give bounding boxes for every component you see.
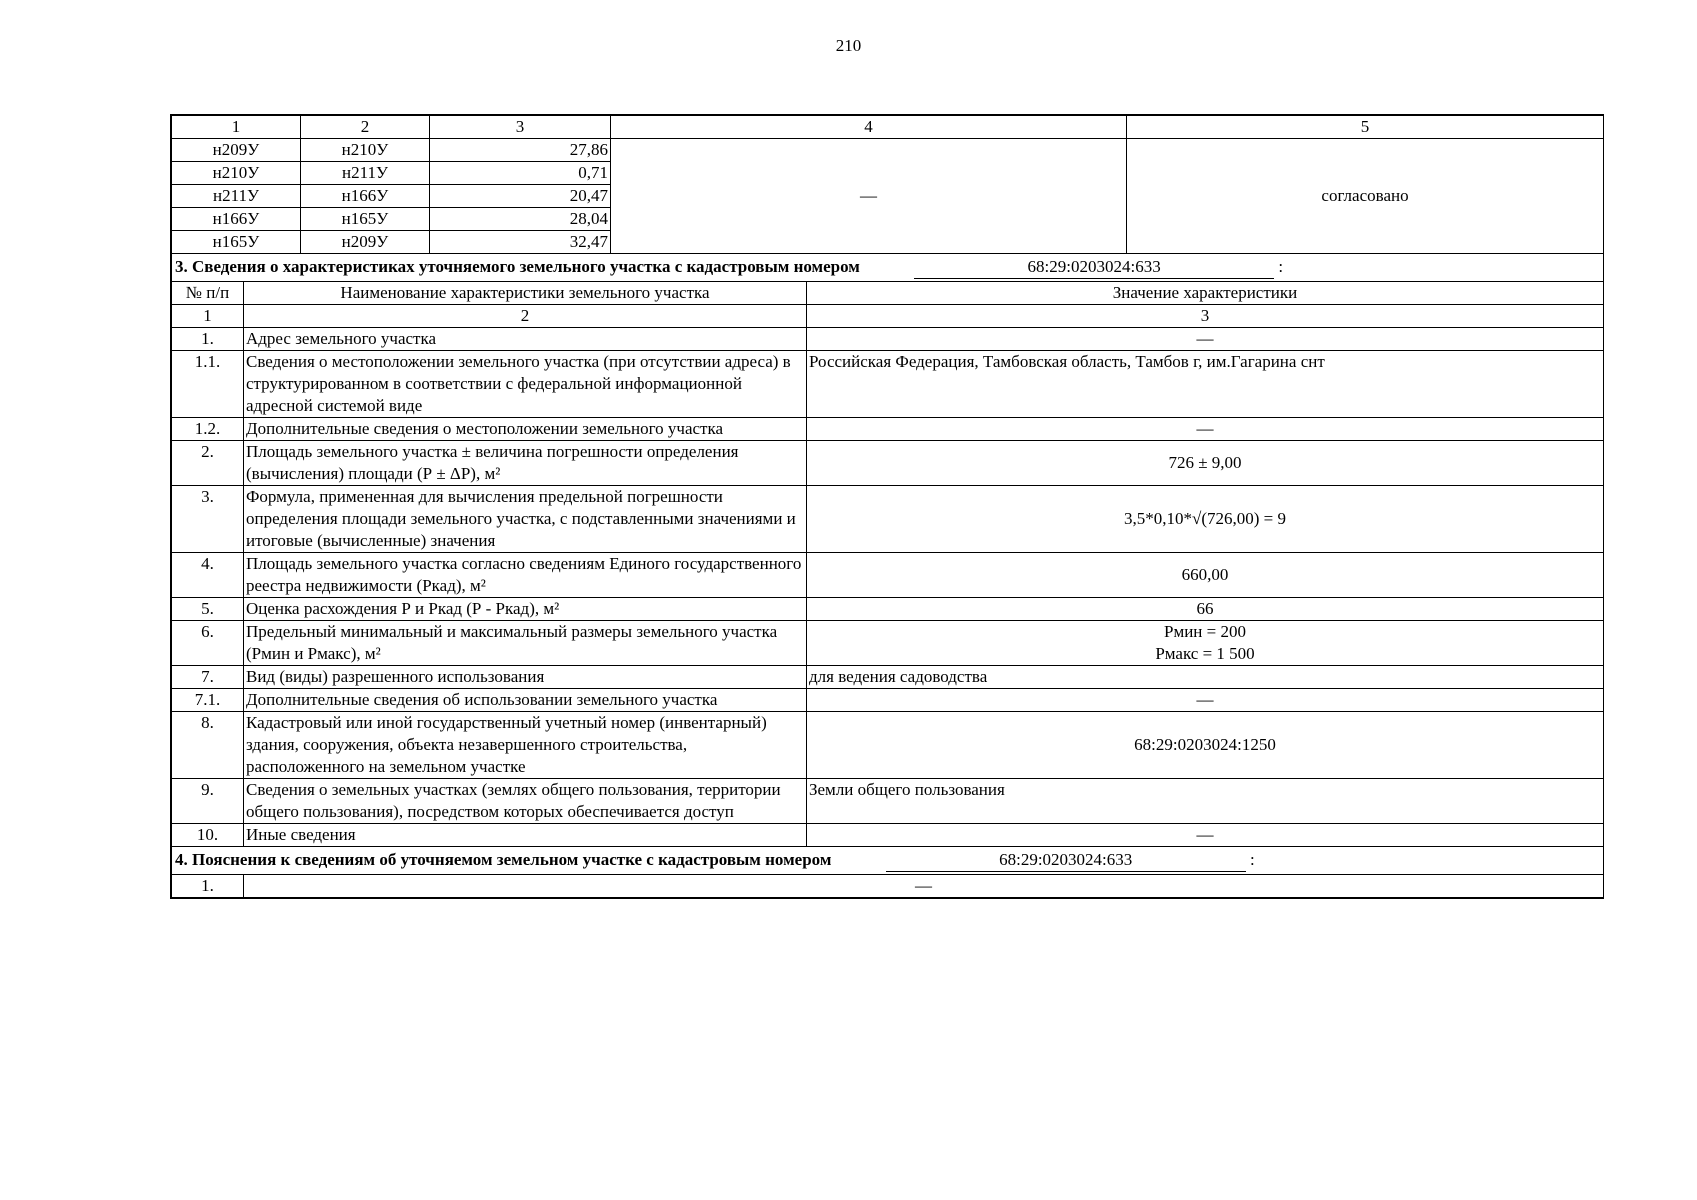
table-row <box>172 351 1604 418</box>
row-value: Земли общего пользования <box>807 779 1604 824</box>
row-num: 6. <box>172 621 244 666</box>
col5-value: согласовано <box>1127 139 1604 254</box>
section3-colon: : <box>1278 257 1284 276</box>
section3-table <box>171 254 1604 847</box>
header-name: Наименование характеристики земельного участка <box>244 282 807 305</box>
col4-value: — <box>611 139 1127 254</box>
row-num: 1. <box>172 875 244 898</box>
row-value: 68:29:0203024:1250 <box>807 712 1604 779</box>
row-value: — <box>244 875 1604 898</box>
section4-table <box>171 847 1604 898</box>
section4-title: 4. Пояснения к сведениям об уточняемом земельном участке с кадастровым номером <box>175 850 832 869</box>
table-row <box>172 598 1604 621</box>
colnum-cell: 2 <box>244 305 807 328</box>
row-value: 66 <box>807 598 1604 621</box>
point-to: н166У <box>301 185 430 208</box>
row-name: Кадастровый или иной государственный учетный номер (инвентарный) здания, сооружения, объекта незавершенного строительства, расположенного на земельном участке <box>244 712 807 779</box>
header-cell: 2 <box>301 116 430 139</box>
point-from: н210У <box>172 162 301 185</box>
point-to: н209У <box>301 231 430 254</box>
row-value: для ведения садоводства <box>807 666 1604 689</box>
document-table <box>170 114 1604 899</box>
table-row <box>172 486 1604 553</box>
point-from: н211У <box>172 185 301 208</box>
row-name: Сведения о земельных участках (землях общего пользования, территории общего пользования), посредством которых обеспечивается доступ <box>244 779 807 824</box>
table-row <box>172 689 1604 712</box>
row-value <box>807 621 1604 666</box>
row-name: Адрес земельного участка <box>244 328 807 351</box>
header-value: Значение характеристики <box>807 282 1604 305</box>
boundary-header-row <box>172 116 1604 139</box>
distance: 28,04 <box>430 208 611 231</box>
row-name: Иные сведения <box>244 824 807 847</box>
section3-cadastral-number: 68:29:0203024:633 <box>914 256 1274 279</box>
point-to: н211У <box>301 162 430 185</box>
table-row <box>172 779 1604 824</box>
table-row <box>172 712 1604 779</box>
row-value: — <box>807 418 1604 441</box>
row-num: 2. <box>172 441 244 486</box>
row-value: Российская Федерация, Тамбовская область, Тамбов г, им.Гагарина снт <box>807 351 1604 418</box>
section4-title-row <box>172 847 1604 875</box>
section3-header-row <box>172 282 1604 305</box>
boundary-table <box>171 115 1604 254</box>
row-value: 660,00 <box>807 553 1604 598</box>
row-name: Предельный минимальный и максимальный размеры земельного участка (Рмин и Рмакс), м² <box>244 621 807 666</box>
distance: 32,47 <box>430 231 611 254</box>
row-value-max: Рмакс = 1 500 <box>1155 644 1255 663</box>
row-value: — <box>807 824 1604 847</box>
row-name: Сведения о местоположении земельного участка (при отсутствии адреса) в структурированном в соответствии с федеральной информационной адресной системой виде <box>244 351 807 418</box>
table-row <box>172 824 1604 847</box>
table-row <box>172 875 1604 898</box>
row-num: 7. <box>172 666 244 689</box>
row-num: 1.2. <box>172 418 244 441</box>
row-value: — <box>807 689 1604 712</box>
header-cell: 4 <box>611 116 1127 139</box>
row-num: 8. <box>172 712 244 779</box>
table-row <box>172 441 1604 486</box>
section3-title-row <box>172 254 1604 282</box>
header-cell: 1 <box>172 116 301 139</box>
point-from: н165У <box>172 231 301 254</box>
row-name: Площадь земельного участка согласно сведениям Единого государственного реестра недвижимости (Ркад), м² <box>244 553 807 598</box>
row-value-min: Рмин = 200 <box>1164 622 1246 641</box>
point-from: н209У <box>172 139 301 162</box>
row-value: — <box>807 328 1604 351</box>
row-name: Вид (виды) разрешенного использования <box>244 666 807 689</box>
table-row <box>172 621 1604 666</box>
point-to: н165У <box>301 208 430 231</box>
row-num: 1. <box>172 328 244 351</box>
point-from: н166У <box>172 208 301 231</box>
row-name: Площадь земельного участка ± величина погрешности определения (вычисления) площади (Р ± ΔР), м² <box>244 441 807 486</box>
header-cell: 3 <box>430 116 611 139</box>
row-num: 3. <box>172 486 244 553</box>
colnum-cell: 1 <box>172 305 244 328</box>
header-cell: 5 <box>1127 116 1604 139</box>
section3-title: 3. Сведения о характеристиках уточняемого земельного участка с кадастровым номером <box>175 257 860 276</box>
colnum-cell: 3 <box>807 305 1604 328</box>
section4-cadastral-number: 68:29:0203024:633 <box>886 849 1246 872</box>
row-value: 3,5*0,10*√(726,00) = 9 <box>807 486 1604 553</box>
table-row <box>172 553 1604 598</box>
table-row <box>172 666 1604 689</box>
section3-colnum-row <box>172 305 1604 328</box>
distance: 0,71 <box>430 162 611 185</box>
row-num: 5. <box>172 598 244 621</box>
table-row <box>172 328 1604 351</box>
row-name: Оценка расхождения Р и Ркад (Р - Ркад), м² <box>244 598 807 621</box>
row-num: 4. <box>172 553 244 598</box>
row-name: Формула, примененная для вычисления предельной погрешности определения площади земельного участка, с подставленными значениями и итоговые (вычисленные) значения <box>244 486 807 553</box>
table-row <box>172 139 1604 162</box>
header-num: № п/п <box>172 282 244 305</box>
row-name: Дополнительные сведения о местоположении земельного участка <box>244 418 807 441</box>
distance: 27,86 <box>430 139 611 162</box>
row-num: 9. <box>172 779 244 824</box>
row-num: 1.1. <box>172 351 244 418</box>
row-name: Дополнительные сведения об использовании земельного участка <box>244 689 807 712</box>
row-num: 10. <box>172 824 244 847</box>
page-number: 210 <box>835 36 862 55</box>
row-num: 7.1. <box>172 689 244 712</box>
point-to: н210У <box>301 139 430 162</box>
distance: 20,47 <box>430 185 611 208</box>
row-value: 726 ± 9,00 <box>807 441 1604 486</box>
table-row <box>172 418 1604 441</box>
section4-colon: : <box>1249 850 1255 869</box>
